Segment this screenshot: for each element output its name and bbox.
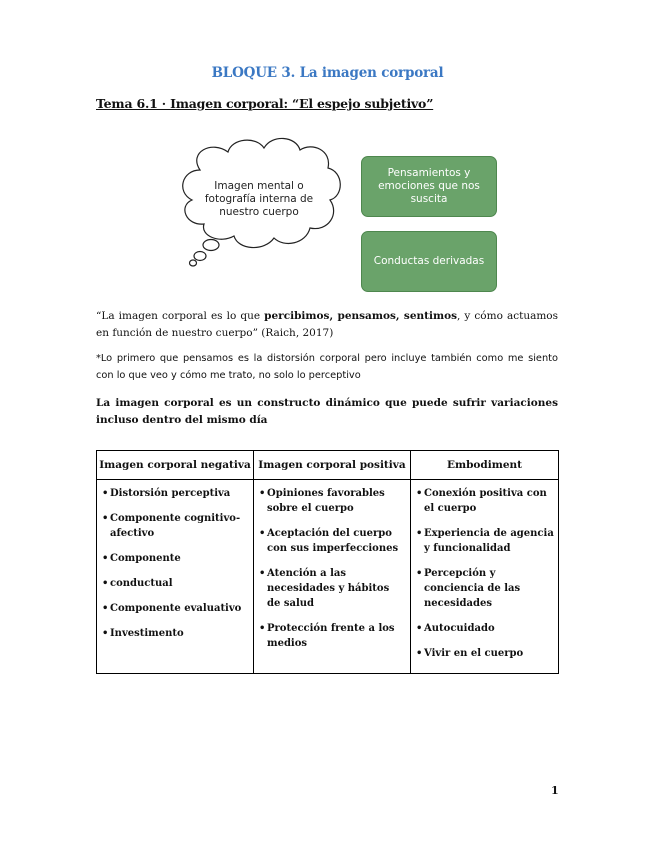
- page-title: BLOQUE 3. La imagen corporal: [211, 65, 444, 81]
- note-paragraph: *Lo primero que pensamos es la distorsión corporal pero incluye también como me siento con lo que veo y cómo me trato, no solo lo perceptivo: [96, 353, 558, 381]
- list-item: • Aceptación del cuerpo con sus imperfecciones: [259, 526, 406, 556]
- topic-heading: Tema 6.1 · Imagen corporal: “El espejo subjetivo”: [96, 96, 434, 111]
- list-item: • Componente: [102, 551, 249, 566]
- comparison-table: [96, 450, 559, 674]
- cloud-text: Imagen mental o fotografía interna de nuestro cuerpo: [204, 180, 314, 218]
- positive-cell: [254, 480, 411, 674]
- thought-cloud-diagram: [0, 0, 655, 300]
- list-item: • Atención a las necesidades y hábitos de salud: [259, 566, 406, 611]
- thought-bubble-2: [194, 252, 206, 261]
- negative-cell: [97, 480, 254, 674]
- header-embodiment: Embodiment: [411, 451, 559, 480]
- thought-bubble-1: [203, 240, 219, 251]
- list-item: • Distorsión perceptiva: [102, 486, 249, 501]
- list-item: • Componente evaluativo: [102, 601, 249, 616]
- header-negative: Imagen corporal negativa: [97, 451, 254, 480]
- list-item: • conductual: [102, 576, 249, 591]
- list-item: • Protección frente a los medios: [259, 621, 406, 651]
- list-item: • Experiencia de agencia y funcionalidad: [416, 526, 554, 556]
- table-row: [97, 480, 559, 674]
- list-item: • Investimento: [102, 626, 249, 641]
- embodiment-cell: [411, 480, 559, 674]
- header-positive: Imagen corporal positiva: [254, 451, 411, 480]
- thoughts-emotions-box: Pensamientos y emociones que nos suscita: [361, 156, 497, 217]
- list-item: • Percepción y conciencia de las necesidades: [416, 566, 554, 611]
- list-item: • Componente cognitivo-afectivo: [102, 511, 249, 541]
- page-number: 1: [551, 784, 559, 797]
- list-item: • Vivir en el cuerpo: [416, 646, 554, 661]
- list-item: • Opiniones favorables sobre el cuerpo: [259, 486, 406, 516]
- thought-bubble-3: [190, 260, 197, 266]
- list-item: • Autocuidado: [416, 621, 554, 636]
- quote-paragraph: [96, 308, 558, 342]
- derived-behaviors-box: Conductas derivadas: [361, 231, 497, 292]
- list-item: • Conexión positiva con el cuerpo: [416, 486, 554, 516]
- quote-bold: percibimos, pensamos, sentimos: [264, 310, 458, 322]
- statement-paragraph: La imagen corporal es un constructo dinámico que puede sufrir variaciones incluso dentro del mismo día: [96, 397, 558, 426]
- quote-start: “La imagen corporal es lo que: [96, 310, 265, 322]
- table-header-row: [97, 451, 559, 480]
- quote-end: , y cómo actuamos en función de nuestro cuerpo” (Raich, 2017): [96, 310, 559, 339]
